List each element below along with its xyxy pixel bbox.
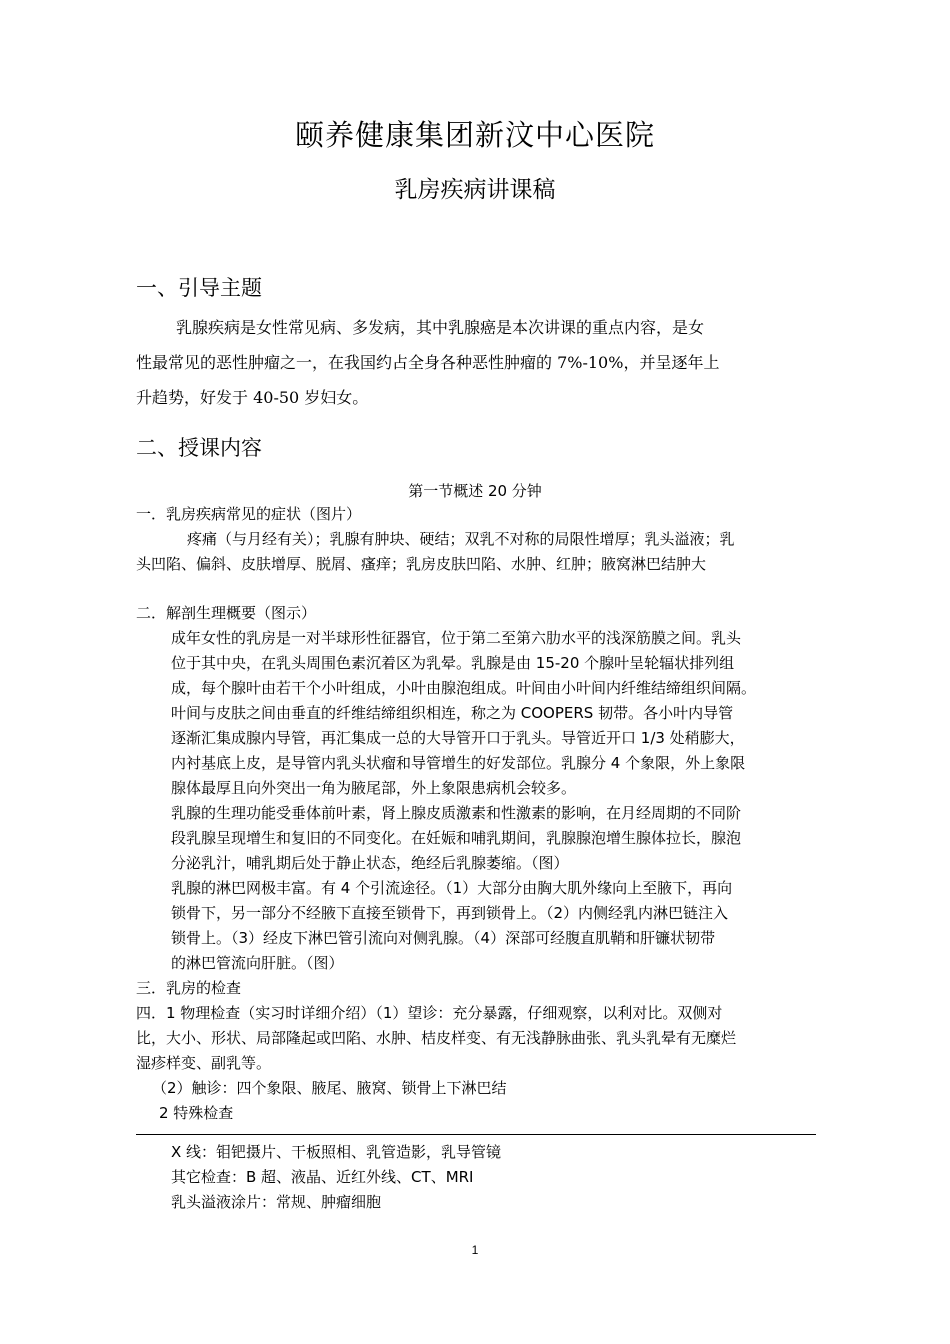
anatomy-line: 成年女性的乳房是一对半球形性征器官，位于第二至第六肋水平的浅深筋膜之间。乳头 xyxy=(171,629,742,647)
xray-line: X 线：钼钯摄片、干板照相、乳管造影，乳导管镜 xyxy=(171,1143,502,1161)
other-exam-line: 其它检查：B 超、液晶、近红外线、CT、MRI xyxy=(171,1168,474,1186)
intro-line: 乳腺疾病是女性常见病、多发病，其中乳腺癌是本次讲课的重点内容，是女 xyxy=(176,318,705,337)
intro-line: 性最常见的恶性肿瘤之一，在我国约占全身各种恶性肿瘤的 7%-10%，并呈逐年上 xyxy=(136,353,720,372)
exam-line: 湿疹样变、副乳等。 xyxy=(136,1054,272,1072)
content-heading: 二、授课内容 xyxy=(136,436,262,460)
lymph-line: 锁骨下，另一部分不经腋下直接至锁骨下，再到锁骨上。（2）内侧经乳内淋巴链注入 xyxy=(171,904,729,922)
footnote-divider xyxy=(136,1134,816,1135)
discharge-smear-line: 乳头溢液涂片：常规、肿瘤细胞 xyxy=(171,1193,382,1211)
lymph-line: 乳腺的淋巴网极丰富。有 4 个引流途径。（1）大部分由胸大肌外缘向上至腋下，再向 xyxy=(171,879,733,897)
exam-line: 比，大小、形状、局部隆起或凹陷、水肿、桔皮样变、有无浅静脉曲张、乳头乳晕有无糜烂 xyxy=(136,1029,737,1047)
physiology-line: 段乳腺呈现增生和复旧的不同变化。在妊娠和哺乳期间，乳腺腺泡增生腺体拉长，腺泡 xyxy=(171,829,742,847)
physiology-line: 分泌乳汁，哺乳期后处于静止状态，绝经后乳腺萎缩。（图） xyxy=(171,854,569,872)
intro-line: 升趋势，好发于 40-50 岁妇女。 xyxy=(136,388,369,407)
anatomy-line: 逐渐汇集成腺内导管，再汇集成一总的大导管开口于乳头。导管近开口 1/3 处稍膨大， xyxy=(171,729,745,747)
symptoms-heading: 一．乳房疾病常见的症状（图片） xyxy=(136,505,362,523)
symptoms-line: 疼痛（与月经有关）；乳腺有肿块、硬结；双乳不对称的局限性增厚；乳头溢液；乳 xyxy=(187,530,735,548)
anatomy-line: 腺体最厚且向外突出一角为腋尾部，外上象限患病机会较多。 xyxy=(171,779,577,797)
symptoms-line: 头凹陷、偏斜、皮肤增厚、脱屑、瘙痒；乳房皮肤凹陷、水肿、红肿；腋窝淋巴结肿大 xyxy=(136,555,707,573)
lymph-line: 的淋巴管流向肝脏。（图） xyxy=(171,954,344,972)
anatomy-heading: 二．解剖生理概要（图示） xyxy=(136,604,317,622)
anatomy-line: 位于其中央，在乳头周围色素沉着区为乳晕。乳腺是由 15-20 个腺叶呈轮辐状排列组 xyxy=(171,654,735,672)
anatomy-line: 叶间与皮肤之间由垂直的纤维结缔组织相连，称之为 COOPERS 韧带。各小叶内导管 xyxy=(171,704,734,722)
exam-heading: 三．乳房的检查 xyxy=(136,979,242,997)
anatomy-line: 成，每个腺叶由若干个小叶组成，小叶由腺泡组成。叶间由小叶间内纤维结缔组织间隔。 xyxy=(171,679,757,697)
lymph-line: 锁骨上。（3）经皮下淋巴管引流向对侧乳腺。（4）深部可经腹直肌鞘和肝镰状韧带 xyxy=(171,929,716,947)
exam-line: 四．1 物理检查（实习时详细介绍）（1）望诊：充分暴露，仔细观察，以利对比。双侧对 xyxy=(136,1004,723,1022)
hospital-title: 颐养健康集团新汶中心医院 xyxy=(294,118,655,152)
physiology-line: 乳腺的生理功能受垂体前叶素，肾上腺皮质激素和性激素的影响，在月经周期的不同阶 xyxy=(171,804,742,822)
special-exam-heading: 2 特殊检查 xyxy=(159,1104,234,1122)
intro-paragraph xyxy=(136,310,826,415)
section-title: 第一节概述 20 分钟 xyxy=(408,482,542,500)
page-number: 1 xyxy=(471,1243,479,1257)
palpation-line: （2）触诊：四个象限、腋尾、腋窝、锁骨上下淋巴结 xyxy=(152,1079,507,1097)
lecture-subtitle: 乳房疾病讲课稿 xyxy=(394,177,556,203)
anatomy-line: 内衬基底上皮，是导管内乳头状瘤和导管增生的好发部位。乳腺分 4 个象限，外上象限 xyxy=(171,754,746,772)
intro-heading: 一、引导主题 xyxy=(136,276,262,300)
